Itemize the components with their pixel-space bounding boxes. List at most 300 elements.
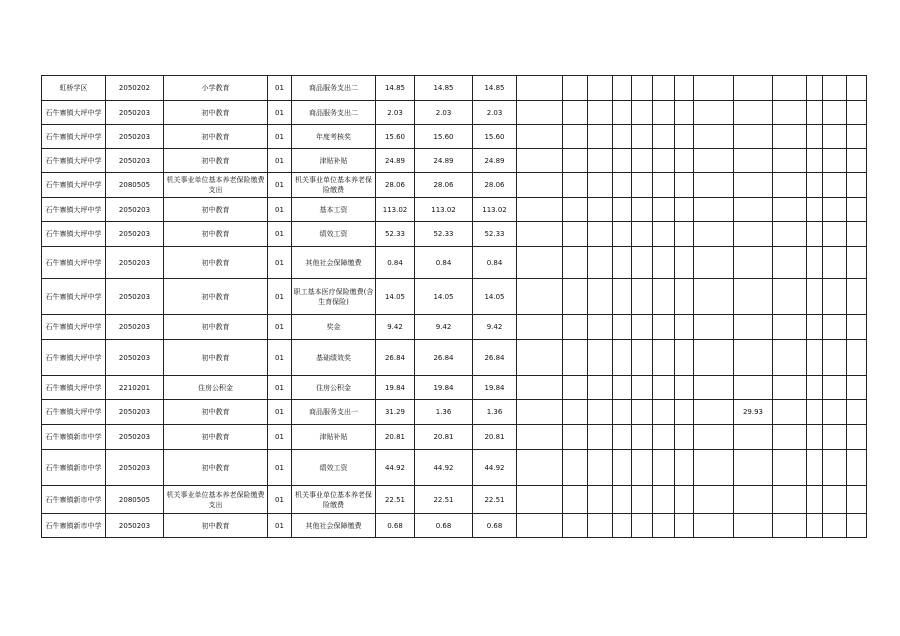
empty-cell [588,450,613,486]
unit-cell: 石牛寨镇大坪中学 [42,315,106,340]
amount-cell: 44.92 [473,450,517,486]
empty-cell [847,173,867,198]
empty-cell [653,279,675,315]
econ-code-cell: 01 [268,400,292,425]
unit-cell: 石牛寨镇大坪中学 [42,247,106,279]
empty-cell [773,247,807,279]
empty-cell [613,279,632,315]
empty-cell [588,340,613,376]
empty-cell [675,315,694,340]
amount-cell: 28.06 [415,173,473,198]
empty-cell [694,486,734,514]
extra-amount-cell [734,486,773,514]
empty-cell [823,125,847,149]
extra-amount-cell [734,425,773,450]
function-code-cell: 2050203 [106,198,164,222]
table-row [42,125,867,149]
function-code-cell: 2050203 [106,222,164,247]
empty-cell [632,425,653,450]
empty-cell [807,173,823,198]
empty-cell [823,76,847,101]
total-amount-cell: 0.68 [376,514,415,538]
empty-cell [773,315,807,340]
empty-cell [632,247,653,279]
empty-cell [563,198,588,222]
function-code-cell: 2050203 [106,514,164,538]
empty-cell [517,425,563,450]
unit-cell: 石牛寨镇大坪中学 [42,173,106,198]
table-row [42,149,867,173]
empty-cell [773,514,807,538]
function-code-cell: 2050203 [106,149,164,173]
unit-cell: 石牛寨镇大坪中学 [42,101,106,125]
empty-cell [807,400,823,425]
empty-cell [632,101,653,125]
amount-cell: 0.84 [415,247,473,279]
empty-cell [823,340,847,376]
empty-cell [807,101,823,125]
empty-cell [694,279,734,315]
empty-cell [588,101,613,125]
total-amount-cell: 14.85 [376,76,415,101]
amount-cell: 28.06 [473,173,517,198]
empty-cell [694,315,734,340]
function-code-cell: 2050203 [106,279,164,315]
empty-cell [823,173,847,198]
empty-cell [613,340,632,376]
table-row [42,247,867,279]
empty-cell [563,247,588,279]
empty-cell [847,149,867,173]
econ-class-cell: 职工基本医疗保险缴费(含生育保险) [292,279,376,315]
table-row [42,101,867,125]
table-row [42,425,867,450]
unit-cell: 石牛寨镇大坪中学 [42,198,106,222]
empty-cell [773,486,807,514]
amount-cell: 24.89 [473,149,517,173]
empty-cell [694,514,734,538]
function-code-cell: 2050203 [106,400,164,425]
extra-amount-cell [734,198,773,222]
empty-cell [823,425,847,450]
empty-cell [823,198,847,222]
econ-code-cell: 01 [268,279,292,315]
empty-cell [588,486,613,514]
empty-cell [847,376,867,400]
empty-cell [807,76,823,101]
extra-amount-cell [734,76,773,101]
empty-cell [773,376,807,400]
amount-cell: 113.02 [473,198,517,222]
empty-cell [563,101,588,125]
empty-cell [847,514,867,538]
table-row [42,222,867,247]
empty-cell [675,400,694,425]
empty-cell [613,376,632,400]
table-row [42,450,867,486]
empty-cell [807,279,823,315]
empty-cell [588,198,613,222]
function-name-cell: 初中教育 [164,125,268,149]
empty-cell [773,76,807,101]
empty-cell [773,340,807,376]
econ-code-cell: 01 [268,315,292,340]
empty-cell [632,315,653,340]
empty-cell [632,486,653,514]
econ-class-cell: 年度考核奖 [292,125,376,149]
econ-class-cell: 其他社会保障缴费 [292,514,376,538]
empty-cell [847,101,867,125]
empty-cell [675,340,694,376]
empty-cell [613,222,632,247]
empty-cell [653,173,675,198]
function-name-cell: 初中教育 [164,247,268,279]
unit-cell: 石牛寨镇大坪中学 [42,149,106,173]
empty-cell [675,514,694,538]
unit-cell: 虹桥学区 [42,76,106,101]
amount-cell: 22.51 [473,486,517,514]
econ-class-cell: 基础绩效奖 [292,340,376,376]
econ-code-cell: 01 [268,76,292,101]
amount-cell: 15.60 [473,125,517,149]
econ-code-cell: 01 [268,425,292,450]
econ-code-cell: 01 [268,376,292,400]
empty-cell [632,222,653,247]
total-amount-cell: 28.06 [376,173,415,198]
empty-cell [588,222,613,247]
empty-cell [613,400,632,425]
table-row [42,279,867,315]
econ-code-cell: 01 [268,125,292,149]
amount-cell: 20.81 [473,425,517,450]
empty-cell [823,486,847,514]
empty-cell [653,315,675,340]
total-amount-cell: 19.84 [376,376,415,400]
extra-amount-cell [734,340,773,376]
empty-cell [653,222,675,247]
function-name-cell: 机关事业单位基本养老保险缴费支出 [164,173,268,198]
empty-cell [563,149,588,173]
extra-amount-cell [734,376,773,400]
empty-cell [847,279,867,315]
empty-cell [517,450,563,486]
empty-cell [694,340,734,376]
empty-cell [653,125,675,149]
amount-cell: 26.84 [415,340,473,376]
empty-cell [563,125,588,149]
empty-cell [675,76,694,101]
function-name-cell: 初中教育 [164,198,268,222]
empty-cell [517,76,563,101]
empty-cell [694,400,734,425]
amount-cell: 1.36 [473,400,517,425]
econ-code-cell: 01 [268,247,292,279]
econ-class-cell: 商品服务支出二 [292,76,376,101]
empty-cell [517,198,563,222]
empty-cell [847,450,867,486]
empty-cell [613,149,632,173]
amount-cell: 19.84 [473,376,517,400]
function-code-cell: 2050203 [106,101,164,125]
total-amount-cell: 22.51 [376,486,415,514]
total-amount-cell: 20.81 [376,425,415,450]
econ-class-cell: 机关事业单位基本养老保险缴费 [292,173,376,198]
empty-cell [847,125,867,149]
unit-cell: 石牛寨镇新市中学 [42,450,106,486]
econ-class-cell: 其他社会保障缴费 [292,247,376,279]
amount-cell: 14.85 [415,76,473,101]
total-amount-cell: 44.92 [376,450,415,486]
total-amount-cell: 2.03 [376,101,415,125]
function-name-cell: 住房公积金 [164,376,268,400]
empty-cell [675,425,694,450]
extra-amount-cell [734,101,773,125]
empty-cell [517,486,563,514]
empty-cell [773,125,807,149]
empty-cell [653,101,675,125]
empty-cell [563,376,588,400]
econ-class-cell: 机关事业单位基本养老保险缴费 [292,486,376,514]
empty-cell [823,400,847,425]
total-amount-cell: 26.84 [376,340,415,376]
empty-cell [675,279,694,315]
empty-cell [675,222,694,247]
econ-class-cell: 住房公积金 [292,376,376,400]
econ-code-cell: 01 [268,486,292,514]
empty-cell [632,76,653,101]
empty-cell [807,125,823,149]
function-name-cell: 初中教育 [164,222,268,247]
empty-cell [847,76,867,101]
table-row [42,376,867,400]
amount-cell: 15.60 [415,125,473,149]
empty-cell [773,198,807,222]
table-row [42,76,867,101]
empty-cell [563,340,588,376]
table-row [42,486,867,514]
empty-cell [517,125,563,149]
empty-cell [653,514,675,538]
amount-cell: 0.68 [415,514,473,538]
amount-cell: 22.51 [415,486,473,514]
empty-cell [807,198,823,222]
empty-cell [694,425,734,450]
empty-cell [807,315,823,340]
unit-cell: 石牛寨镇大坪中学 [42,340,106,376]
table-row [42,315,867,340]
amount-cell: 2.03 [415,101,473,125]
empty-cell [847,222,867,247]
empty-cell [632,279,653,315]
amount-cell: 1.36 [415,400,473,425]
empty-cell [694,222,734,247]
empty-cell [588,173,613,198]
amount-cell: 0.84 [473,247,517,279]
unit-cell: 石牛寨镇新市中学 [42,514,106,538]
empty-cell [588,425,613,450]
empty-cell [807,149,823,173]
empty-cell [773,222,807,247]
empty-cell [773,101,807,125]
empty-cell [613,486,632,514]
extra-amount-cell [734,125,773,149]
empty-cell [773,149,807,173]
empty-cell [773,450,807,486]
table-body [42,76,867,538]
function-code-cell: 2080505 [106,486,164,514]
function-name-cell: 初中教育 [164,279,268,315]
empty-cell [632,400,653,425]
empty-cell [653,247,675,279]
empty-cell [632,173,653,198]
empty-cell [613,101,632,125]
unit-cell: 石牛寨镇大坪中学 [42,279,106,315]
empty-cell [823,101,847,125]
empty-cell [847,198,867,222]
empty-cell [847,486,867,514]
total-amount-cell: 113.02 [376,198,415,222]
empty-cell [847,340,867,376]
function-name-cell: 初中教育 [164,101,268,125]
empty-cell [588,514,613,538]
amount-cell: 9.42 [473,315,517,340]
empty-cell [675,173,694,198]
empty-cell [632,450,653,486]
empty-cell [588,76,613,101]
amount-cell: 14.05 [415,279,473,315]
empty-cell [563,315,588,340]
econ-code-cell: 01 [268,101,292,125]
empty-cell [807,450,823,486]
empty-cell [517,247,563,279]
empty-cell [517,222,563,247]
empty-cell [694,198,734,222]
empty-cell [517,279,563,315]
empty-cell [823,315,847,340]
extra-amount-cell [734,149,773,173]
amount-cell: 26.84 [473,340,517,376]
empty-cell [588,149,613,173]
function-code-cell: 2050203 [106,247,164,279]
empty-cell [653,486,675,514]
function-name-cell: 初中教育 [164,514,268,538]
empty-cell [613,125,632,149]
empty-cell [517,149,563,173]
function-code-cell: 2050202 [106,76,164,101]
econ-class-cell: 基本工资 [292,198,376,222]
empty-cell [653,76,675,101]
empty-cell [847,315,867,340]
extra-amount-cell [734,315,773,340]
function-code-cell: 2050203 [106,425,164,450]
empty-cell [517,315,563,340]
empty-cell [563,514,588,538]
table-row [42,340,867,376]
empty-cell [694,101,734,125]
empty-cell [613,173,632,198]
empty-cell [632,198,653,222]
total-amount-cell: 9.42 [376,315,415,340]
empty-cell [807,222,823,247]
function-name-cell: 初中教育 [164,149,268,173]
empty-cell [632,376,653,400]
unit-cell: 石牛寨镇大坪中学 [42,400,106,425]
empty-cell [823,376,847,400]
unit-cell: 石牛寨镇新市中学 [42,486,106,514]
empty-cell [563,450,588,486]
empty-cell [517,514,563,538]
empty-cell [823,222,847,247]
empty-cell [807,340,823,376]
empty-cell [653,149,675,173]
empty-cell [675,247,694,279]
econ-code-cell: 01 [268,450,292,486]
empty-cell [675,125,694,149]
amount-cell: 24.89 [415,149,473,173]
empty-cell [823,279,847,315]
econ-class-cell: 津贴补贴 [292,425,376,450]
total-amount-cell: 14.05 [376,279,415,315]
total-amount-cell: 31.29 [376,400,415,425]
empty-cell [807,514,823,538]
econ-class-cell: 津贴补贴 [292,149,376,173]
amount-cell: 20.81 [415,425,473,450]
empty-cell [517,101,563,125]
empty-cell [632,340,653,376]
total-amount-cell: 24.89 [376,149,415,173]
empty-cell [613,514,632,538]
amount-cell: 2.03 [473,101,517,125]
empty-cell [675,486,694,514]
amount-cell: 52.33 [415,222,473,247]
empty-cell [563,486,588,514]
amount-cell: 44.92 [415,450,473,486]
empty-cell [694,173,734,198]
empty-cell [694,125,734,149]
empty-cell [588,315,613,340]
empty-cell [588,279,613,315]
empty-cell [694,450,734,486]
empty-cell [847,425,867,450]
budget-table [41,75,867,538]
extra-amount-cell [734,173,773,198]
econ-class-cell: 商品服务支出一 [292,400,376,425]
empty-cell [517,340,563,376]
empty-cell [613,425,632,450]
amount-cell: 9.42 [415,315,473,340]
empty-cell [694,76,734,101]
function-name-cell: 初中教育 [164,450,268,486]
empty-cell [563,425,588,450]
empty-cell [675,198,694,222]
amount-cell: 52.33 [473,222,517,247]
function-code-cell: 2050203 [106,450,164,486]
empty-cell [563,222,588,247]
empty-cell [563,173,588,198]
extra-amount-cell [734,450,773,486]
function-code-cell: 2210201 [106,376,164,400]
empty-cell [563,76,588,101]
extra-amount-cell [734,247,773,279]
amount-cell: 19.84 [415,376,473,400]
econ-code-cell: 01 [268,222,292,247]
empty-cell [517,376,563,400]
amount-cell: 14.85 [473,76,517,101]
empty-cell [675,101,694,125]
empty-cell [653,450,675,486]
amount-cell: 14.05 [473,279,517,315]
total-amount-cell: 15.60 [376,125,415,149]
